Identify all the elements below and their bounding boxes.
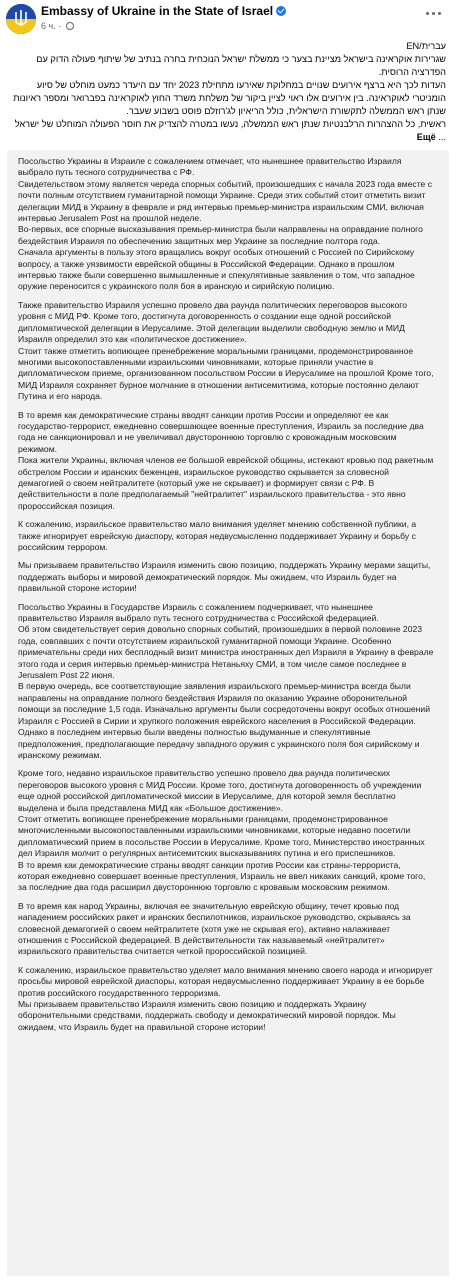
post-text-line: ראשית, כל ההצהרות הרלבנטיות שנתן ראש הממשלה, נעשו במטרה להצדיק את חוסר הפעולה המוחלט של ישראל: [14, 119, 446, 129]
trident-icon: [6, 4, 36, 34]
statement-image[interactable]: [7, 150, 449, 1276]
post-text-line: העדות לכך היא ברצף אירועים שנויים במחלוקת שאירעו מתחילת 2023 יחד עם היעדר כמעט מוחלט של סיוע הומניטרי לאוקראינה. בין אירועים אלו ראוי לציין ביקור של משלחת משרד החוץ לאוקראינה בפברואר ומספר ראיונות שנתן ראש הממשלה לתקשורת הישראלית, כולל הריאיון לג'רוזלם פוסט בשבוע שעבר.: [13, 80, 446, 116]
page-name-link[interactable]: [41, 4, 286, 18]
statement-paragraph: Посольство Украины в Израиле с сожалением отмечает, что нынешнее правительство Израиля выбрало путь тесного сотрудничества с РФ. Свидетельством этому является череда спорных событий, произошедших с начала 2023 года вместе с почти полным отсутствием гуманитарной помощи Украине. Среди этих событий стоит отметить визит делегации МИД в Украину в феврале и ряд интервью премьер-министра израильским СМИ, включая интервью Jerusalem Post на прошлой неделе. Во-первых, все спорные высказывания премьер-министра были направлены на оправдание полного бездействия Израиля по обеспечению защитных мер Украине за последние полтора года. Сначала аргументы в пользу этого вращались вокруг особых отношений с Россией по Сирийскому вопросу, а также уязвимости еврейской общины в Российской Федерации. Однако в прошлом интервью также были совершенно вымышленные и спекулятивные заявления о том, что западное оружие переносится с украинского поля боя в иранскую и сирийскую полицию.: [18, 156, 433, 292]
post-text-line: שגרירות אוקראינה בישראל מציינת בצער כי ממשלת ישראל הנוכחית בחרה בנתיב של שיתוף פעולה הדוק עם הפדרציה הרוסית.: [36, 54, 446, 77]
statement-paragraph: Посольство Украины в Государстве Израиль с сожалением подчеркивает, что нынешнее правительство Израиля выбрало путь тесного сотрудничества с Российской федерацией. Об этом свидетельствует серия довольно спорных событий, произошедших в первой половине 2023 года, совпавших с почти отсутствием израильской гуманитарной помощи Украине. Особенно примечательны среди них бесплодный визит министра иностранных дел Израиля в Украину в феврале этого года и серия интервью премьер-министра Нетаньяху СМИ, в том числе самое последнее в Jerusalem Post 22 июня. В первую очередь, все соответствующие заявления израильского премьер-министра всегда были направлены на оправдание полного бездействия Израиля по оказанию Украине оборонительной помощи за последние 1,5 года. Изначально аргументы были сосредоточены вокруг особых отношений Израиля с Россией в Сирии и хрупкого положения еврейского населения в Российской Федерации. Однако в последнем интервью были введены полностью выдуманные и спекулятивные предположения, предполагающие передачу западного оружия с украинского поля боя сирийскому и иранскому режимам.: [18, 601, 434, 760]
statement-paragraph: К сожалению, израильское правительство мало внимания уделяет мнению собственной публики, а также игнорирует еврейскую диаспору, которая недвусмысленно поддерживает Украину и борьбу с российским террором.: [18, 519, 417, 552]
post-meta: 6 ч. ·: [41, 21, 74, 31]
statement-text: [18, 156, 434, 1040]
statement-paragraph: К сожалению, израильское правительство уделяет мало внимания мнению своего народа и игнорирует просьбы мировой еврейской диаспоры, которая недвусмысленно поддерживает Украину в ее борьбе против российского государственного терроризма. Мы призываем правительство Израиля изменить свою позицию и поддержать Украину оборонительными средствами, поддержать свободу и демократический мировой порядок. Мы ожидаем, что Израиль будет на правильной стороне истории!: [18, 964, 433, 1032]
post-header: [0, 0, 456, 40]
more-options-icon[interactable]: [424, 8, 444, 20]
post-text: עברית/EN שגרירות אוקראינה בישראל מציינת בצער כי ממשלת ישראל הנוכחית בחרה בנתיב של שיתוף פעולה הדוק עם הפדרציה הרוסית. העדות לכך היא ברצף אירועים שנויים במחלוקת שאירעו מתחילת 2023 יחד עם היעדר כמעט מוחלט של סיוע הומניטרי לאוקראינה. בין אירועים אלו ראוי לציין ביקור של משלחת משרד החוץ לאוקראינה בפברואר ומספר ראיונות שנתן ראש הממשלה לתקשורת הישראלית, כולל הריאיון לג'רוזלם פוסט בשבוע שעבר. ראשית, כל ההצהרות הרלבנטיות שנתן ראש הממשלה, נעשו במטרה להצדיק את חוסר הפעולה המוחלט של ישראל ... Ещё: [8, 40, 446, 144]
statement-paragraph: В то время как народ Украины, включая ее значительную еврейскую общину, течет кровью под нападением российских ракет и иранских беспилотников, израильское руководство, скрываясь за словесной демагогией о своем нейтралитете (хотя уже не скрывая его), активно налаживает отношения с Российской федерацией. В действительности так называемый «нейтралитет» израильского правительства считается четкой пророссийской позицией.: [18, 900, 411, 957]
post-time[interactable]: 6 ч.: [41, 21, 56, 31]
verified-badge-icon: [276, 6, 286, 16]
globe-icon: [66, 22, 74, 30]
statement-paragraph: В то время как демократические страны вводят санкции против России и определяют ее как государство-террорист, ежедневно совершающее военные преступления, Израиль за последние два года не санкционировал и не увеличивал двустороннюю торговлю с кровожадным московским режимом. Пока жители Украины, включая членов ее большой еврейской общины, истекают кровью под ракетным обстрелом России и иранских беженцев, израильское руководство скрывается за словесной демагогией о своем нейтралитете (который уже не скрывает) и формирует связи с РФ. В действительности в поле предполагаемый "нейтралитет" израильского правительства - это явно пророссийская позиция.: [18, 409, 434, 511]
statement-paragraph: Также правительство Израиля успешно провело два раунда политических переговоров высокого уровня с МИД РФ. Кроме того, достигнута договоренность о создании еще одной российской дипломатической делегации в Иерусалиме. Этой делегации выделили свободную землю и МИД Израиля определил это как «политическое достижение». Стоит также отметить вопиющее пренебрежение моральными границами, продемонстрированное многими высокопоставленными израильскими чиновниками, которые приняли участие в дипломатическом приеме, организованном посольством России в Иерусалиме на прошлой Кроме того, МИД Израиля сохраняет бурное молчание в отношении антисемитизма, которые постоянно делают Путина и его народа.: [18, 299, 434, 402]
see-more-link[interactable]: Ещё: [416, 132, 436, 142]
post-text-line: עברית/EN: [406, 41, 446, 51]
statement-paragraph: Мы призываем правительство Израиля изменить свою позицию, поддержать Украину мерами защиты, поддержать выборы и мировой демократический порядок. Мы ожидаем, что Израиль будет на правильной стороне истории!: [18, 560, 431, 594]
page-name[interactable]: Embassy of Ukraine in the State of Israel: [41, 4, 274, 18]
statement-paragraph: Кроме того, недавно израильское правительство успешно провело два раунда политических переговоров высокого уровня с МИД России. Кроме того, достигнута договоренность об учреждении еще одной российской дипломатической миссии в Иерусалиме, для которой земля бесплатно выделена и была представлена МИД как «Большое достижение». Стоит отметить вопиющее пренебрежение моральными границами, продемонстрированное многочисленными высокопоставленными израильскими чиновниками, которые недавно посетили дипломатический прием в посольстве России в Иерусалиме. Кроме того, Министерство иностранных дел Израиля молчит о регулярных антисемитских высказываниях путина и его приспешников. В то время как демократические страны вводят санкции против России как страны-террориста, которая ежедневно совершает военные преступления, Израиль не ввел никаких санкций, кроме того, за последние два года расширил двустороннюю торговлю с кровавым московским режимом.: [18, 768, 426, 893]
page-avatar[interactable]: [6, 4, 36, 34]
